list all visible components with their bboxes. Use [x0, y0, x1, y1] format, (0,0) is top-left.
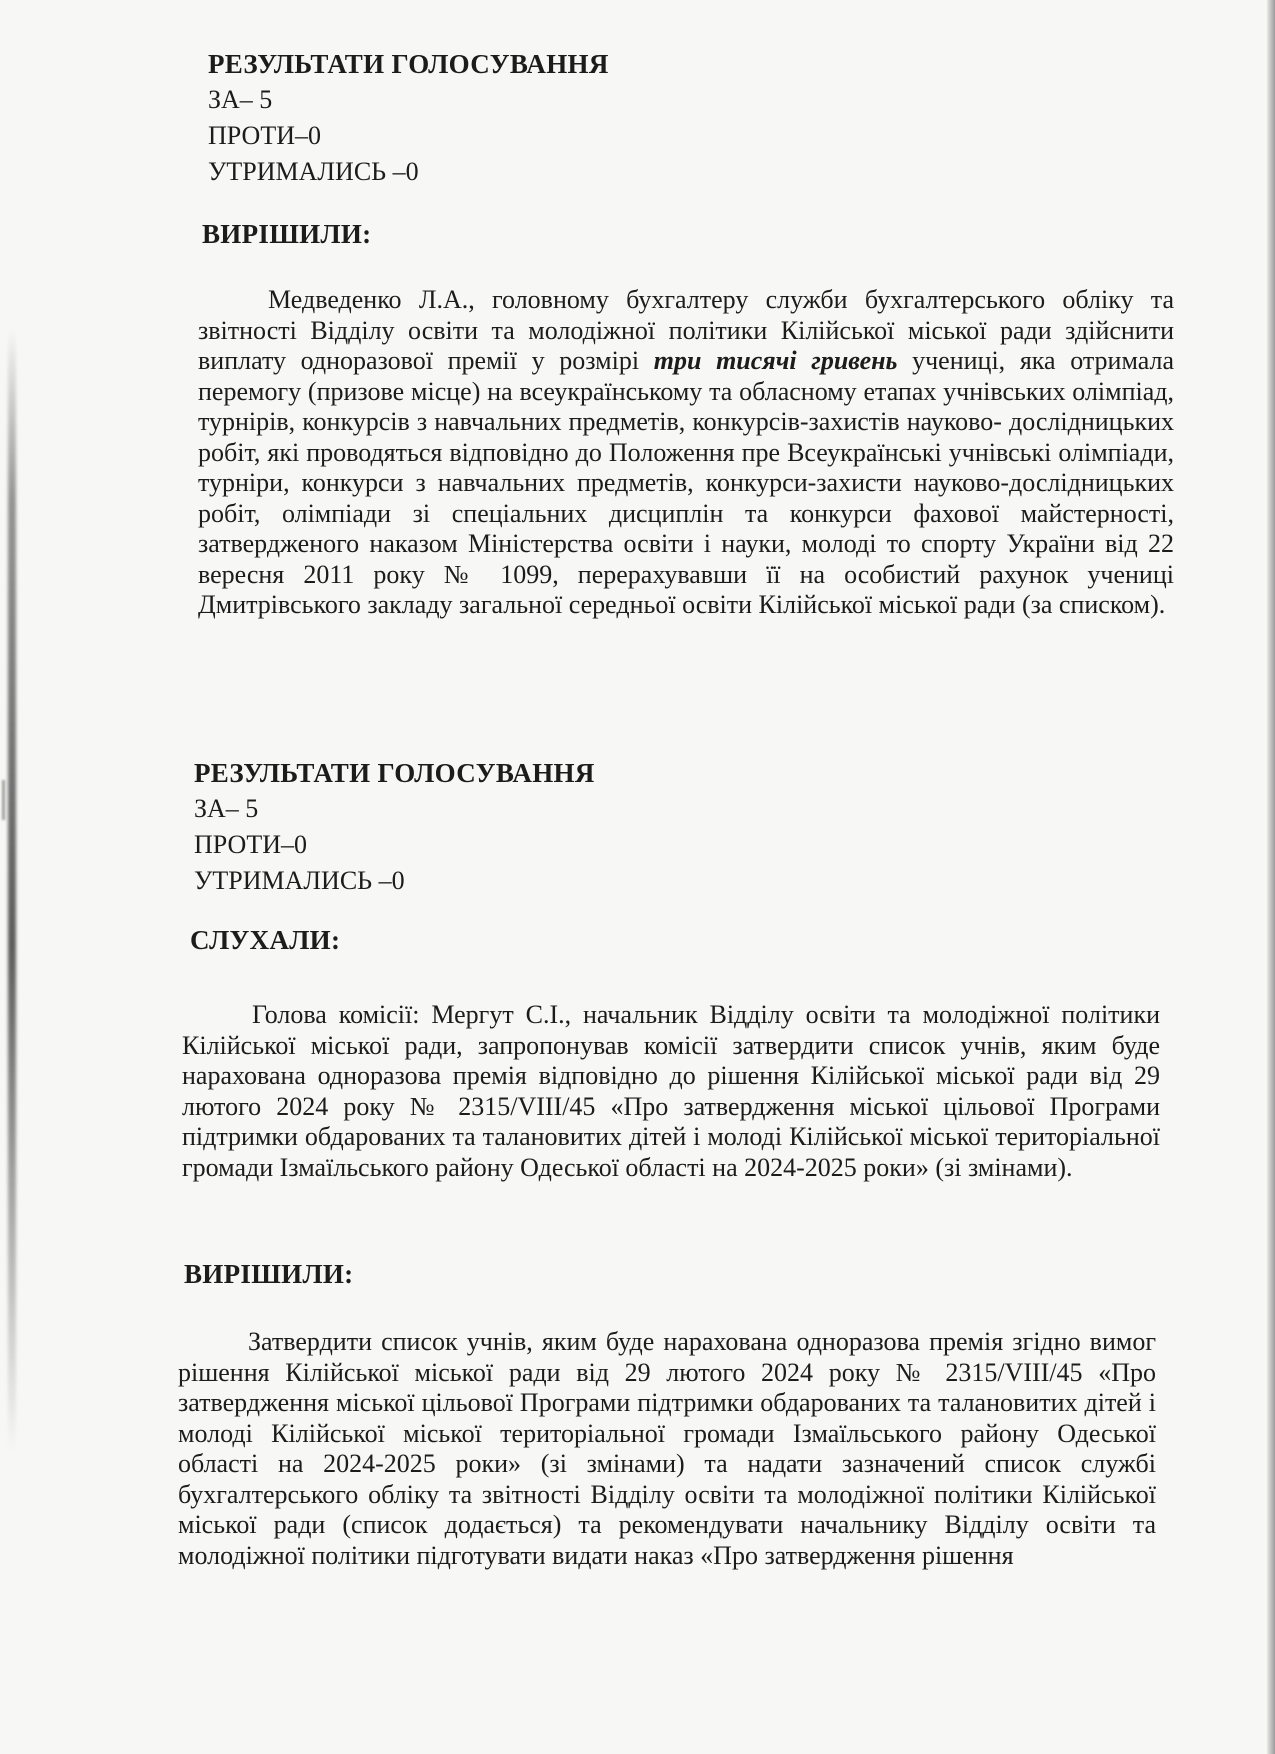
award-amount: три тисячі гривень — [653, 346, 898, 375]
votes-abstained: УТРИМАЛИСЬ –0 — [194, 866, 405, 895]
decision-text-start: Медведенко Л.А., головному бухгалтеру служби бухгалтерського обліку та звітності Відділу освіти та молодіжної політики Кілійської міської ради здійснити виплату одноразової премії у розмірі — [198, 285, 1174, 375]
heard-paragraph — [182, 1000, 1160, 1183]
votes-for: ЗА– 5 — [208, 85, 273, 114]
votes-against: ПРОТИ–0 — [208, 121, 321, 150]
decided-heading-2: ВИРІШИЛИ: — [184, 1259, 354, 1289]
votes-against: ПРОТИ–0 — [194, 830, 307, 859]
heard-heading: СЛУХАЛИ: — [190, 925, 341, 955]
scan-binding-mark-small — [2, 780, 5, 820]
voting-results-title: РЕЗУЛЬТАТИ ГОЛОСУВАННЯ — [208, 49, 609, 79]
decision-paragraph-2 — [178, 1327, 1156, 1571]
votes-for: ЗА– 5 — [194, 794, 259, 823]
decided-heading-1: ВИРІШИЛИ: — [202, 219, 372, 249]
scan-binding-mark — [8, 330, 16, 1450]
decision-text-end: учениці, яка отримала перемогу (призове місце) на всеукраїнському та обласному етапах учнівських олімпіад, турнірів, конкурсів з навчальних предметів, конкурсів-захистів науково- дослідницьких робіт, які проводяться відповідно до Положення пре Всеукраїнські учнівські олімпіади, турніри, конкурси з навчальних предметів, конкурси-захисти науково-дослідницьких робіт, олімпіади зі спеціальних дисциплін та конкурси фахової майстерності, затвердженого наказом Міністерства освіти і науки, молоді то спорту України від 22 вересня 2011 року № 1099, перерахувавши її на особистий рахунок учениці Дмитрівського закладу загальної середньої освіти Кілійської міської ради (за списком). — [198, 346, 1175, 619]
voting-results-2 — [194, 755, 994, 899]
voting-results-title: РЕЗУЛЬТАТИ ГОЛОСУВАННЯ — [194, 758, 595, 788]
scan-edge-shadow — [1267, 0, 1275, 1754]
decision-paragraph-1 — [198, 285, 1174, 621]
voting-results-1 — [208, 46, 1008, 190]
heard-text: Голова комісії: Мергут С.І., начальник Відділу освіти та молодіжної політики Кілійської міської ради, запропонував комісії затвердити список учнів, яким буде нарахована одноразова премія відповідно до рішення Кілійської міської ради від 29 лютого 2024 року № 2315/VIII/45 «Про затвердження міської цільової Програми підтримки обдарованих та талановитих дітей і молоді Кілійської міської територіальної громади Ізмаїльського району Одеської області на 2024-2025 роки» (зі змінами). — [182, 1000, 1160, 1182]
votes-abstained: УТРИМАЛИСЬ –0 — [208, 157, 419, 186]
decision-text: Затвердити список учнів, яким буде нарахована одноразова премія згідно вимог рішення Кілійської міської ради від 29 лютого 2024 року № 2315/VIII/45 «Про затвердження міської цільової Програми підтримки обдарованих та талановитих дітей і молоді Кілійської міської територіальної громади Ізмаїльського району Одеської області на 2024-2025 роки» (зі змінами) та надати зазначений список службі бухгалтерського обліку та звітності Відділу освіти та молодіжної політики Кілійської міської ради (список додається) та рекомендувати начальнику Відділу освіти та молодіжної політики підготувати видати наказ «Про затвердження рішення — [178, 1327, 1156, 1570]
